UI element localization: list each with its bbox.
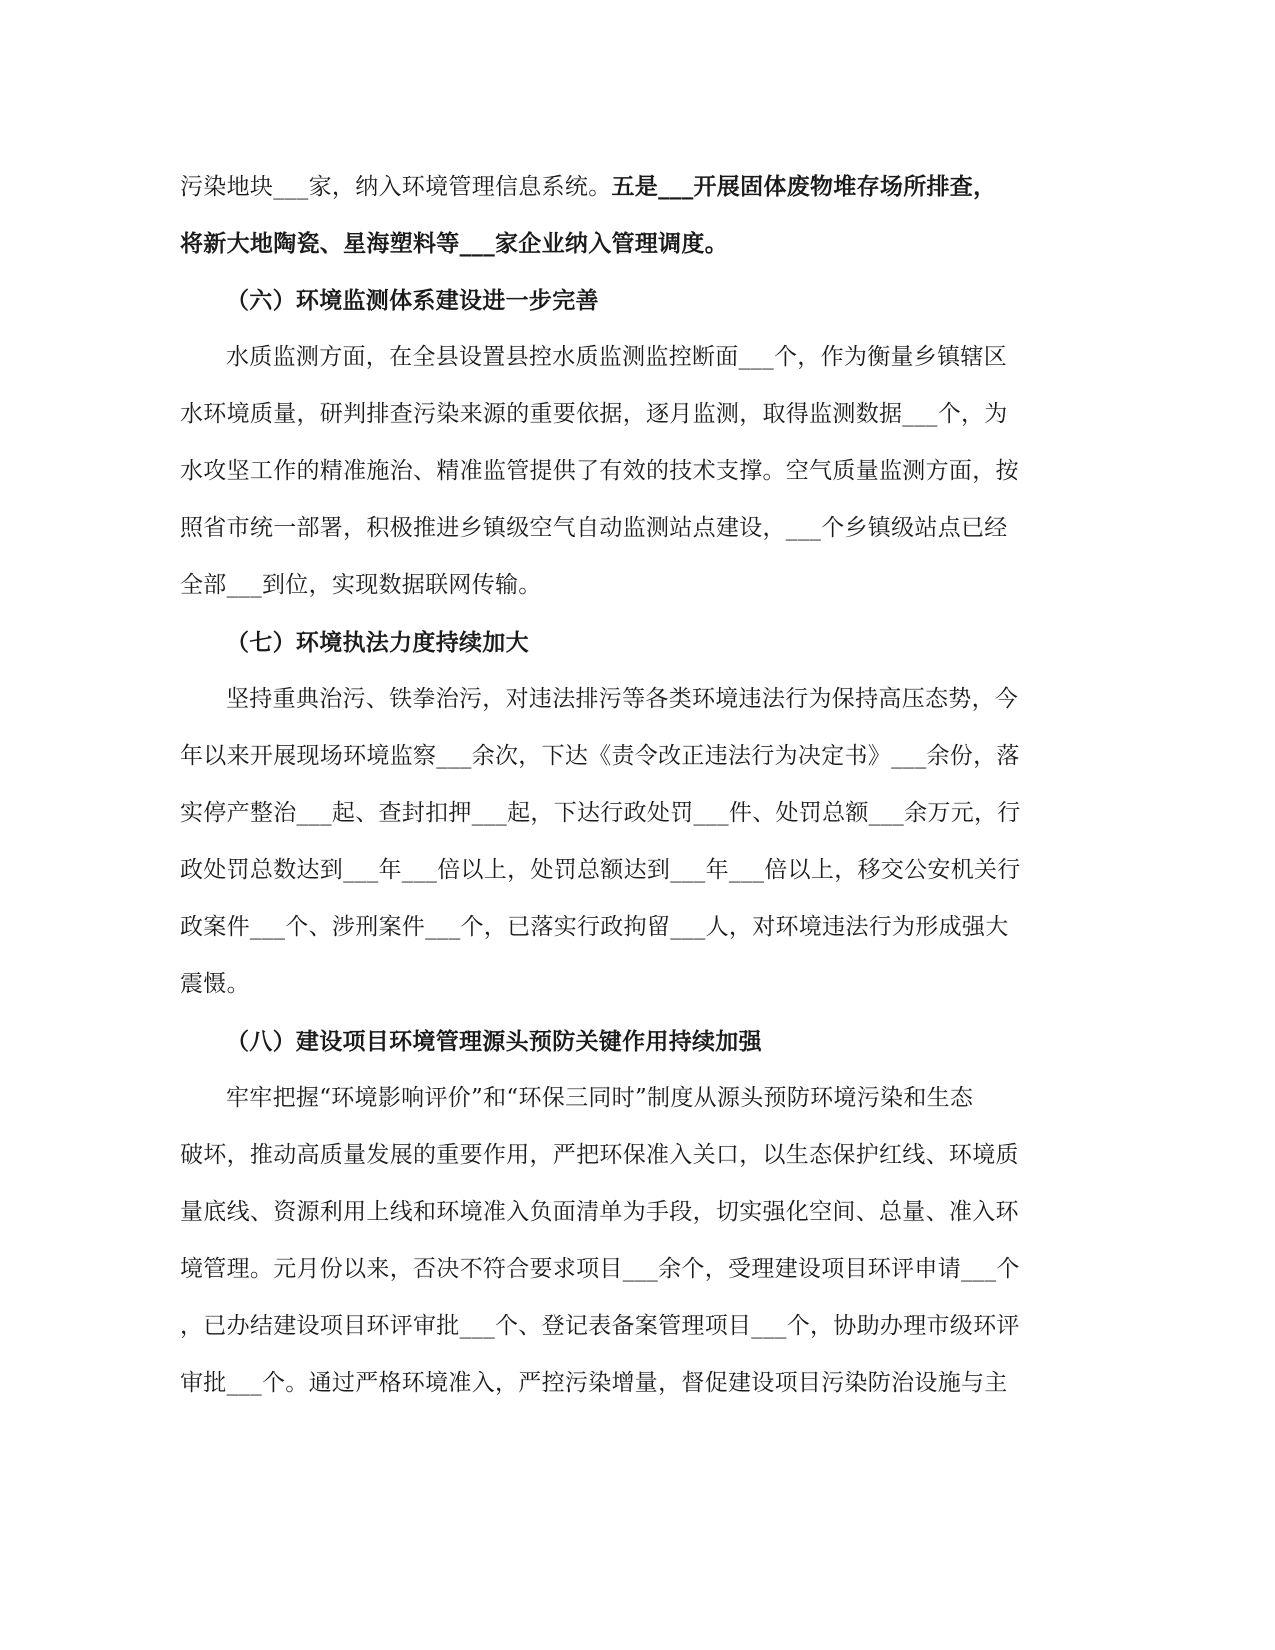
text-line: 政处罚总数达到___年___倍以上，处罚总额达到___年___倍以上，移交公安机关行: [180, 857, 1021, 883]
paragraph-first-line: 坚持重典治污、铁拳治污，对违法排污等各类环境违法行为保持高压态势，今: [226, 686, 1019, 712]
text-line: 实停产整治___起、查封扣押___起，下达行政处罚___件、处罚总额___余万元，行: [180, 800, 1021, 826]
document-page: [180, 158, 1040, 1412]
text-line: 量底线、资源利用上线和环境准入负面清单为手段，切实强化空间、总量、准入环: [180, 1199, 1019, 1225]
text-run: 污染地块___家，纳入环境管理信息系统。: [180, 174, 612, 200]
bold-text-run: 五是___开展固体废物堆存场所排查，: [611, 173, 997, 200]
bold-text-run: 将新大地陶瓷、星海塑料等___家企业纳入管理调度。: [180, 230, 728, 257]
paragraph-first-line: 水质监测方面，在全县设置县控水质监测监控断面___个，作为衡量乡镇辖区: [226, 344, 1007, 370]
section-heading-8: （八）建设项目环境管理源头预防关键作用持续加强: [226, 1028, 762, 1055]
section-heading-7: （七）环境执法力度持续加大: [226, 629, 529, 656]
text-line: 水环境质量，研判排查污染来源的重要依据，逐月监测，取得监测数据___个，为: [180, 401, 1008, 427]
text-line: 审批___个。通过严格环境准入，严控污染增量，督促建设项目污染防治设施与主: [180, 1370, 1008, 1396]
text-line: [180, 215, 1040, 272]
text-line: 境管理。元月份以来，否决不符合要求项目___余个，受理建设项目环评申请___个: [180, 1256, 1020, 1282]
text-line: ，已办结建设项目环评审批___个、登记表备案管理项目___个，协助办理市级环评: [180, 1313, 1020, 1339]
paragraph-first-line: 牢牢把握“环境影响评价”和“环保三同时”制度从源头预防环境污染和生态: [226, 1085, 974, 1111]
text-line: 水攻坚工作的精准施治、精准监管提供了有效的技术支撑。空气质量监测方面，按: [180, 458, 1019, 484]
text-line: [180, 158, 1040, 215]
text-line: 震慑。: [180, 971, 250, 997]
text-line: 年以来开展现场环境监察___余次，下达《责令改正违法行为决定书》___余份，落: [180, 743, 1020, 769]
text-line: 全部___到位，实现数据联网传输。: [180, 572, 542, 598]
section-heading-6: （六）环境监测体系建设进一步完善: [226, 287, 599, 314]
text-line: 照省市统一部署，积极推进乡镇级空气自动监测站点建设，___个乡镇级站点已经: [180, 515, 1008, 541]
text-line: 政案件___个、涉刑案件___个，已落实行政拘留___人，对环境违法行为形成强大: [180, 914, 1009, 940]
text-line: 破坏，推动高质量发展的重要作用，严把环保准入关口，以生态保护红线、环境质: [180, 1142, 1019, 1168]
